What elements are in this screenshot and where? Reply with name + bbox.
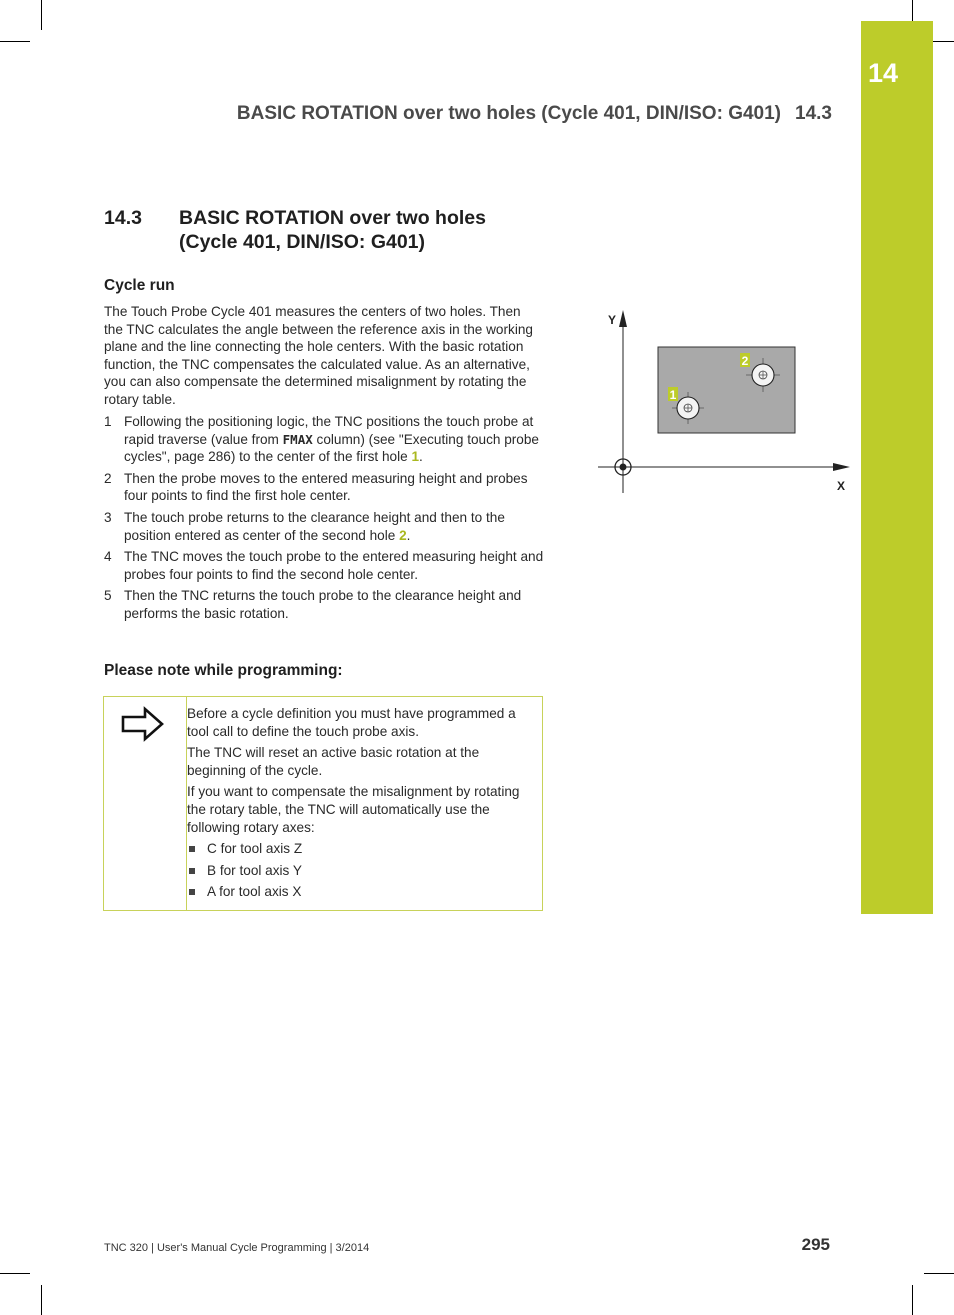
arrow-right-icon — [121, 706, 165, 742]
section-title-line1: BASIC ROTATION over two holes — [179, 207, 486, 229]
footer-text: TNC 320 | User's Manual Cycle Programming | 3/2014 — [104, 1242, 370, 1254]
workpiece — [658, 347, 795, 433]
section-title-line2: (Cycle 401, DIN/ISO: G401) — [179, 231, 426, 253]
step-text: . — [419, 449, 423, 465]
step-number: 5 — [104, 588, 112, 604]
bullet-square-icon — [189, 889, 195, 895]
origin-dot — [620, 464, 627, 471]
bullet-square-icon — [189, 868, 195, 874]
cycle-run-intro: The Touch Probe Cycle 401 measures the centers of two holes. Then the TNC calculates the angle between the reference axis in the working plane and the line connecting the hole centers. With the basic rotation function, the TNC compensates the calculated value. As an alternative, you can also compensate the determined misalignment by rotating the rotary table. — [104, 304, 533, 407]
cycle-diagram — [590, 303, 860, 503]
crop-mark — [0, 1273, 30, 1274]
list-item — [104, 413, 544, 466]
bullet-text: C for tool axis Z — [207, 841, 303, 857]
hole1-label: 1 — [669, 388, 677, 402]
list-item — [104, 548, 544, 583]
step-text: The touch probe returns to the clearance height and then to the position entered as center of the second hole — [124, 509, 505, 543]
note-paragraph: Before a cycle definition you must have programmed a tool call to define the touch probe axis. — [187, 706, 516, 739]
programming-note-heading: Please note while programming: — [104, 662, 343, 679]
list-item — [104, 470, 544, 505]
y-axis-arrow — [619, 310, 627, 327]
step-text: . — [406, 527, 411, 543]
bullet-square-icon — [189, 846, 195, 852]
note-box — [103, 696, 543, 911]
step-text: Then the TNC returns the touch probe to the clearance height and performs the basic rotation. — [124, 588, 522, 621]
crop-mark — [912, 1285, 913, 1315]
crop-mark — [924, 1273, 954, 1274]
chapter-number: 14 — [868, 58, 899, 88]
list-item — [187, 883, 537, 901]
list-item — [104, 587, 544, 622]
cycle-steps-list — [104, 413, 544, 627]
running-head — [237, 103, 832, 125]
cycle-run-heading: Cycle run — [104, 277, 175, 294]
x-axis-label: X — [837, 479, 846, 493]
hole2-label: 2 — [741, 354, 749, 368]
note-paragraph: The TNC will reset an active basic rotation at the beginning of the cycle. — [187, 745, 480, 778]
list-item — [187, 862, 537, 880]
y-axis-label: Y — [608, 313, 617, 327]
step-number: 1 — [104, 414, 112, 429]
list-item — [104, 509, 544, 544]
section-number: 14.3 — [104, 207, 142, 229]
code-term: FMAX — [282, 431, 313, 447]
step-text: The TNC moves the touch probe to the entered measuring height and probes four points to find the second hole center. — [124, 549, 544, 582]
list-item — [187, 840, 537, 858]
running-head-title: BASIC ROTATION over two holes (Cycle 401, DIN/ISO: G401) — [236, 103, 782, 124]
step-text: column) (see "Executing touch probe cycles", page 286) to the center of the first hole — [124, 431, 539, 465]
note-paragraph: If you want to compensate the misalignment by rotating the rotary table, the TNC will automatically use the following rotary axes: — [187, 784, 520, 835]
bullet-text: A for tool axis X — [207, 884, 302, 900]
step-number: 3 — [104, 509, 112, 525]
crop-mark — [41, 1285, 42, 1315]
note-content — [187, 705, 537, 905]
hole-reference: 1 — [411, 449, 419, 465]
section-title-text — [179, 206, 599, 254]
rotary-axes-list — [187, 840, 537, 901]
chapter-tab — [861, 21, 933, 914]
step-text: Following the positioning logic, the TNC positions the touch probe at rapid traverse (value from — [124, 414, 534, 447]
crop-mark — [41, 0, 42, 30]
step-number: 2 — [104, 470, 112, 486]
hole-reference: 2 — [399, 527, 407, 543]
running-head-section: 14.3 — [795, 103, 832, 124]
step-number: 4 — [104, 549, 112, 565]
crop-mark — [0, 41, 30, 42]
x-axis-arrow — [833, 463, 850, 471]
bullet-text: B for tool axis Y — [207, 862, 302, 878]
page-number: 295 — [801, 1235, 830, 1254]
step-text: Then the probe moves to the entered measuring height and probes four points to find the first hole center. — [124, 470, 528, 504]
